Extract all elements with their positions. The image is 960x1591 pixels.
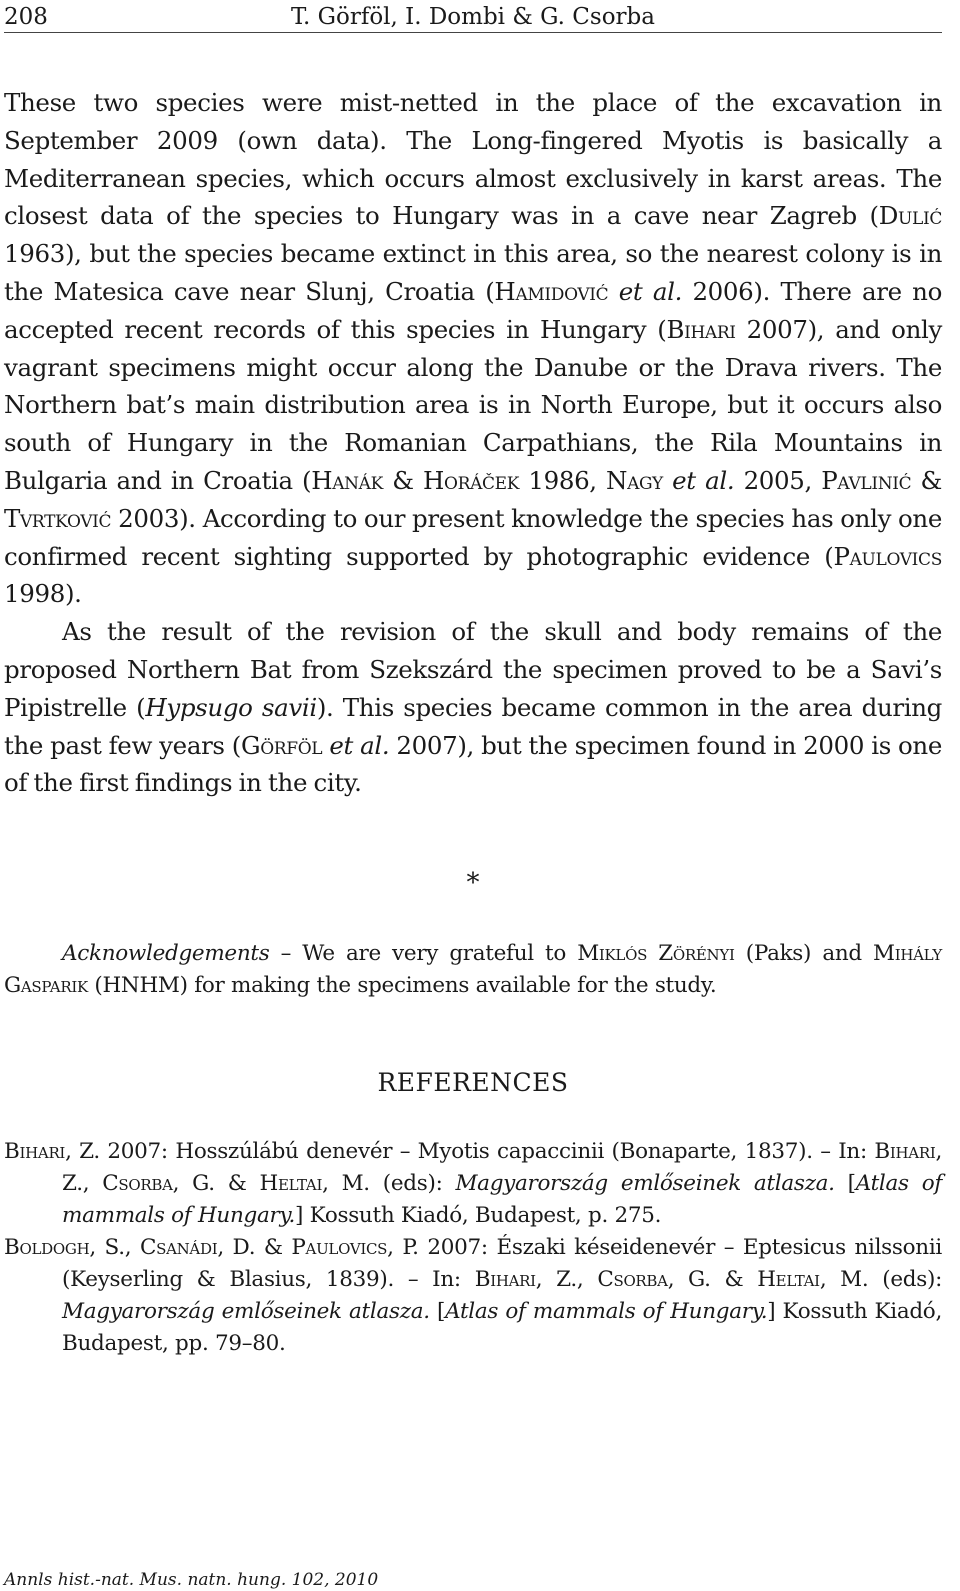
text-run: , P. 2007: Északi késeidenevér – Eptesicus nilssonii (Keyserling & Blasius, 1839). – In: bbox=[62, 1235, 942, 1292]
text-run: ). This species became common in the area during the past few years ( bbox=[4, 692, 943, 760]
author-citation: Bihari bbox=[666, 314, 736, 344]
text-run: 2005, bbox=[734, 465, 822, 495]
person-name: Miklós Zörényi bbox=[577, 941, 735, 966]
body-text bbox=[4, 84, 942, 802]
section-separator: * bbox=[466, 868, 480, 898]
text-run: 2006). There are no accepted recent records of this species in Hungary ( bbox=[4, 276, 943, 344]
text-run: , M. (eds): bbox=[322, 1171, 456, 1196]
et-al: et al. bbox=[329, 730, 390, 760]
author-citation: Hanák bbox=[311, 465, 383, 495]
ref-author: Heltai bbox=[259, 1171, 323, 1196]
text-run: (Paks) and bbox=[734, 941, 874, 966]
ref-book-title-translation: Atlas of mammals of Hungary. bbox=[62, 1171, 942, 1228]
author-citation: Dulić bbox=[878, 201, 942, 231]
author-citation: Tvrtković bbox=[4, 503, 112, 533]
acknowledgements-section bbox=[4, 938, 942, 1002]
journal-footer: Annls hist.-nat. Mus. natn. hung. 102, 2010 bbox=[4, 1570, 379, 1590]
text-run bbox=[608, 277, 618, 306]
text-run: , Z., bbox=[62, 1139, 942, 1196]
running-header bbox=[4, 4, 942, 33]
text-run: , M. (eds): bbox=[819, 1267, 943, 1292]
author-citation: Görföl bbox=[240, 730, 323, 760]
text-run: , G. & bbox=[172, 1171, 260, 1196]
text-run: 2007), but the specimen found in 2000 is one of the first findings in the city. bbox=[4, 730, 943, 798]
text-run: (HNHM) for making the specimens available for the study. bbox=[87, 973, 717, 998]
text-run: & bbox=[382, 465, 424, 495]
author-citation: Paulovics bbox=[833, 541, 942, 571]
ref-book-title: Magyarország emlőseinek atlasza. bbox=[455, 1171, 835, 1196]
running-head-authors: T. Görföl, I. Dombi & G. Csorba bbox=[291, 4, 655, 30]
author-citation: Pavlinić bbox=[821, 465, 912, 495]
text-run: 2003). According to our present knowledge the species has only one confirmed recent sighting supported by photographic evidence ( bbox=[4, 503, 942, 571]
ref-author: Paulovics bbox=[291, 1235, 388, 1260]
text-run: , S., bbox=[89, 1235, 140, 1260]
text-run: ] Kossuth Kiadó, Budapest, pp. 79–80. bbox=[62, 1299, 942, 1356]
ref-book-title-translation: Atlas of mammals of Hungary. bbox=[445, 1299, 768, 1324]
references-heading: REFERENCES bbox=[377, 1068, 569, 1097]
ref-author: Bihari bbox=[874, 1139, 936, 1164]
ref-author: Csorba bbox=[597, 1267, 668, 1292]
acknowledgements-label: Acknowledgements bbox=[62, 941, 270, 966]
author-citation: Horáček bbox=[423, 465, 520, 495]
text-run: , Z. 2007: Hosszúlábú denevér – Myotis capaccinii (Bonaparte, 1837). – In: bbox=[65, 1139, 875, 1164]
body-paragraph-2 bbox=[4, 613, 942, 802]
text-run: 1986, bbox=[519, 465, 607, 495]
ref-book-title: Magyarország emlőseinek atlasza. bbox=[62, 1299, 430, 1324]
ref-author: Boldogh bbox=[4, 1235, 90, 1260]
references-list bbox=[4, 1136, 942, 1360]
text-run: ] Kossuth Kiadó, Budapest, p. 275. bbox=[295, 1203, 662, 1228]
text-run: 1998). bbox=[4, 579, 82, 609]
text-run: & bbox=[911, 465, 942, 495]
ref-author: Bihari bbox=[4, 1139, 66, 1164]
body-paragraph-1 bbox=[4, 84, 942, 613]
text-run: 1963), but the species became extinct in this area, so the nearest colony is in the Matesica cave near Slunj, Croatia ( bbox=[4, 239, 942, 306]
text-run: [ bbox=[429, 1299, 446, 1324]
text-run: As the result of the revision of the skull and body remains of the proposed Northern Bat from Szekszárd the specimen proved to be a Savi’s Pipistrelle ( bbox=[4, 617, 942, 722]
text-run: – We are very grateful to bbox=[269, 941, 578, 966]
text-run bbox=[663, 466, 672, 495]
species-name: Hypsugo savii bbox=[145, 692, 317, 722]
page-number: 208 bbox=[4, 4, 48, 30]
text-run: , D. & bbox=[217, 1235, 292, 1260]
et-al: et al. bbox=[672, 465, 735, 495]
text-run: 2007), and only vagrant specimens might occur along the Danube or the Drava rivers. The Northern bat’s main distribution area is in North Europe, but it occurs also south of Hungary in the Romanian Carpathians, the Rila Mountains in Bulgaria and in Croatia ( bbox=[4, 314, 942, 495]
person-name: Mihály Gasparik bbox=[4, 941, 942, 998]
ref-author: Csorba bbox=[102, 1171, 173, 1196]
text-run: , G. & bbox=[667, 1267, 758, 1292]
et-al: et al. bbox=[618, 276, 683, 306]
text-run: , Z., bbox=[535, 1267, 598, 1292]
text-run: [ bbox=[834, 1171, 856, 1196]
ref-author: Csanádi bbox=[139, 1235, 218, 1260]
author-citation: Nagy bbox=[606, 465, 663, 495]
reference-entry bbox=[4, 1232, 942, 1360]
acknowledgements-paragraph bbox=[4, 938, 942, 1002]
ref-author: Bihari bbox=[474, 1267, 536, 1292]
author-citation: Hamidović bbox=[494, 276, 609, 306]
reference-entry bbox=[4, 1136, 942, 1232]
text-run: These two species were mist-netted in the place of the excavation in September 2009 (own data). The Long-fingered Myotis is basically a Mediterranean species, which occurs almost exclusively in karst areas. The closest data of the species to Hungary was in a cave near Zagreb ( bbox=[4, 88, 942, 231]
ref-author: Heltai bbox=[757, 1267, 820, 1292]
